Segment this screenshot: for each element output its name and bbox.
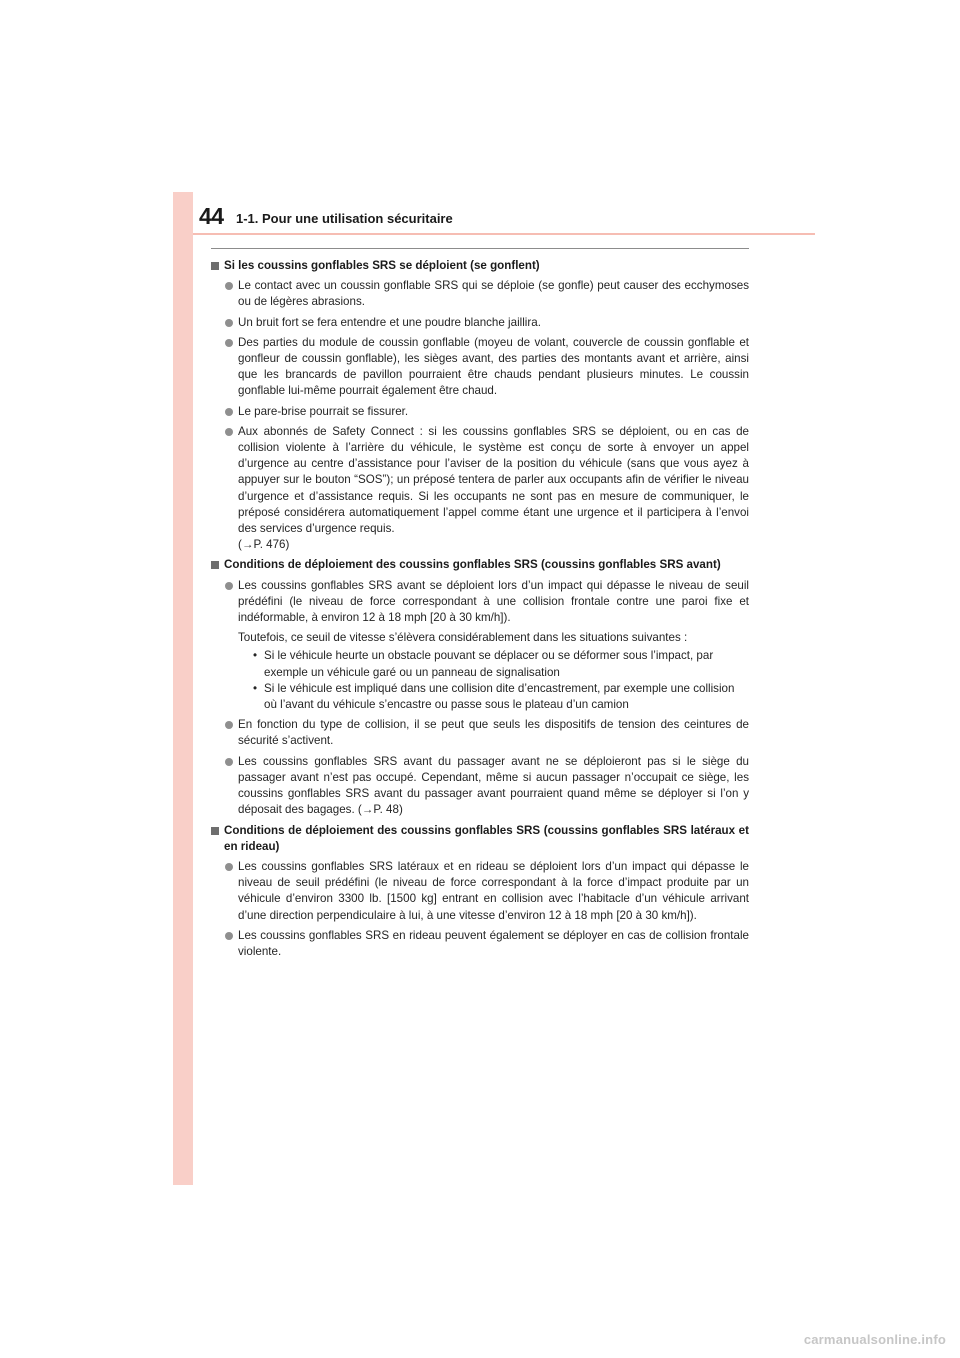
square-bullet-icon [211, 561, 219, 569]
dot-marker: • [253, 649, 258, 663]
list-item: Les coussins gonflables SRS latéraux et en rideau se déploient lors d’un impact qui dépasse le niveau de seuil prédéfini (le niveau de force correspondant à la force d’impact produite par un véhicule d’environ 3300 lb. [1500 kg] entrant en collision avec l’habitacle d’un véhicule arrivant d’une direction perpendiculaire à lui, à une vitesse d’environ 12 à 18 mph [20 à 30 km/h]). [211, 859, 749, 924]
dot-marker: • [253, 681, 258, 695]
section-heading: Conditions de déploiement des coussins gonflables SRS (coussins gonflables SRS avant) [211, 557, 749, 573]
page-number: 44 [199, 203, 224, 229]
round-bullet-icon [225, 408, 233, 416]
round-bullet-icon [225, 721, 233, 729]
header-rule [193, 233, 815, 235]
list-item: Le contact avec un coussin gonflable SRS qui se déploie (se gonfle) peut causer des ecchymoses ou de légères abrasions. [211, 278, 749, 310]
square-bullet-icon [211, 827, 219, 835]
round-bullet-icon [225, 932, 233, 940]
round-bullet-icon [225, 863, 233, 871]
page-content [211, 258, 749, 964]
list-item: En fonction du type de collision, il se peut que seuls les dispositifs de tension des ceintures de sécurité s’activent. [211, 717, 749, 749]
side-color-band [173, 192, 193, 1185]
list-item: Aux abonnés de Safety Connect : si les coussins gonflables SRS se déploient, ou en cas de collision violente à l’arrière du véhicule, le système est conçu de sorte à envoyer un appel d’urgence au centre d’assistance pour l’aviser de la position du véhicule (sans que vous ayez à appuyer sur le bouton “SOS”); un préposé tentera de parler aux occupants afin de vérifier le niveau d’urgence et d’assistance requis. Si les occupants ne sont pas en mesure de communiquer, le préposé considérera automatiquement l’appel comme étant une urgence et il participera à l’envoi des services d’urgence requis. (→P. 476) [211, 424, 749, 554]
section-title: 1-1. Pour une utilisation sécuritaire [236, 211, 453, 226]
list-item: Les coussins gonflables SRS avant se déploient lors d’un impact qui dépasse le niveau de seuil prédéfini (le niveau de force correspondant à une collision frontale contre une paroi fixe et indéformable, à environ 12 à 18 mph [20 à 30 km/h]). [211, 578, 749, 627]
section-side-curtain-conditions [211, 823, 749, 961]
round-bullet-icon [225, 428, 233, 436]
content-divider [211, 248, 749, 249]
list-item: Les coussins gonflables SRS en rideau peuvent également se déployer en cas de collision frontale violente. [211, 928, 749, 960]
section-heading: Si les coussins gonflables SRS se déploient (se gonflent) [211, 258, 749, 274]
round-bullet-icon [225, 582, 233, 590]
round-bullet-icon [225, 758, 233, 766]
round-bullet-icon [225, 339, 233, 347]
list-item: Des parties du module de coussin gonflable (moyeu de volant, couvercle de coussin gonflable et gonfleur de coussin gonflable), les sièges avant, des parties des montants avant et arrière, ainsi que les brancards de pavillon pourraient être chauds pendant plusieurs minutes. Le coussin gonflable lui-même pourrait également être chaud. [211, 335, 749, 400]
section-deployment [211, 258, 749, 553]
round-bullet-icon [225, 319, 233, 327]
list-item: Le pare-brise pourrait se fissurer. [211, 404, 749, 420]
section-heading: Conditions de déploiement des coussins gonflables SRS (coussins gonflables SRS latéraux et en rideau) [211, 823, 749, 855]
page-reference-link[interactable]: (→P. 476) [238, 538, 290, 552]
sub-list-item: • Si le véhicule heurte un obstacle pouvant se déplacer ou se déformer sous l’impact, par exemple un véhicule garé ou un panneau de signalisation [253, 649, 714, 679]
round-bullet-icon [225, 282, 233, 290]
watermark: carmanualsonline.info [803, 1332, 946, 1347]
square-bullet-icon [211, 262, 219, 270]
sub-list-item: • Si le véhicule est impliqué dans une collision dite d’encastrement, par exemple une collision où l’avant du véhicule s’encastre ou passe sous le plateau d’un camion [253, 681, 735, 712]
list-item: Les coussins gonflables SRS avant du passager avant ne se déploieront pas si le siège du passager avant n’est pas occupé. Cependant, même si aucun passager n’occupait ce siège, les coussins gonflables SRS avant du passager avant pourraient quand même se déployer si l’on y déposait des bagages. (→P. 48) [211, 754, 749, 819]
page-reference-link[interactable]: (→P. 48) [357, 803, 403, 817]
section-front-airbag-conditions [211, 557, 749, 818]
list-item: Un bruit fort se fera entendre et une poudre blanche jaillira. [211, 315, 749, 331]
sub-paragraph: Toutefois, ce seuil de vitesse s’élèvera considérablement dans les situations suivantes : [238, 631, 688, 645]
